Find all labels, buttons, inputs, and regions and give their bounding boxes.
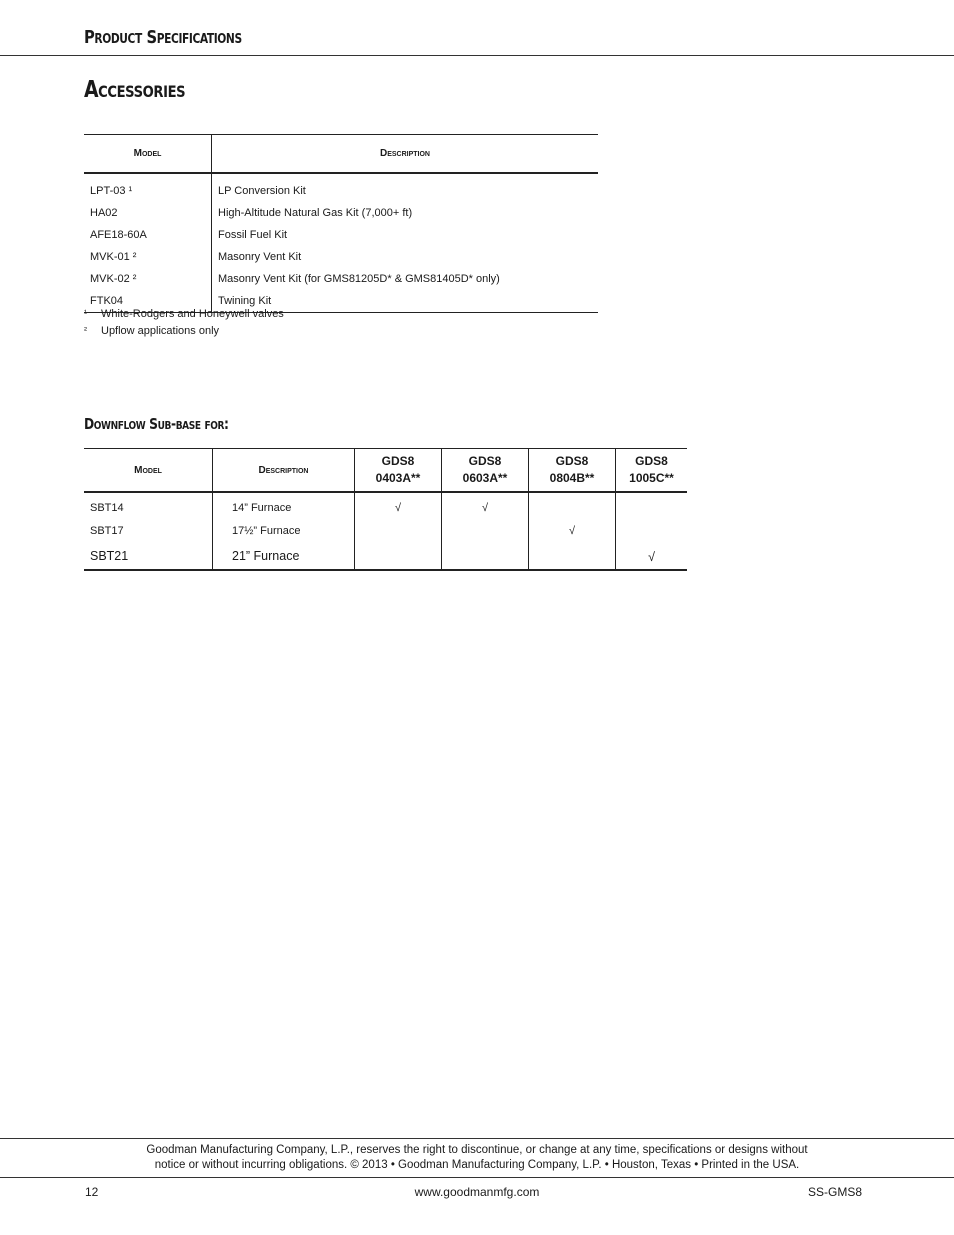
description-cell: LP Conversion Kit <box>218 185 306 197</box>
check-mark <box>355 519 442 542</box>
description-cell: Twining Kit <box>212 290 599 313</box>
subbase-table <box>84 448 687 571</box>
accessories-table <box>84 134 598 313</box>
column-header-description: Description <box>212 135 599 174</box>
column-header-model: Model <box>84 449 213 493</box>
model-cell: LPT-03 ¹ <box>84 173 212 202</box>
description-cell: Masonry Vent Kit <box>218 251 302 263</box>
check-mark: √ <box>442 492 529 519</box>
check-mark <box>442 519 529 542</box>
model-cell: MVK-01 ² <box>84 246 212 268</box>
check-mark <box>442 542 529 570</box>
footnote-text: White-Rodgers and Honeywell valves <box>101 308 284 320</box>
page-header-title: Product Specifications <box>84 27 242 48</box>
column-header-unit: GDS8 1005C** <box>616 449 688 493</box>
check-mark <box>529 492 616 519</box>
footer-divider-top <box>0 1138 954 1139</box>
description-cell: Fossil Fuel Kit <box>218 229 288 241</box>
table-row <box>84 542 687 570</box>
subsection-title: Downflow Sub-base for: <box>84 415 229 433</box>
footer-legal-note <box>0 1143 954 1173</box>
table-header-row <box>84 135 598 174</box>
model-cell: FTK04 <box>84 290 212 313</box>
column-header-unit: GDS8 0603A** <box>442 449 529 493</box>
description-cell: 21” Furnace <box>213 542 355 570</box>
footer-note-line: Goodman Manufacturing Company, L.P., reserves the right to discontinue, or change at any time, specifications or designs without <box>146 1144 808 1156</box>
model-cell: SBT21 <box>84 542 213 570</box>
table-header-row <box>84 449 687 493</box>
document-code: SS-GMS8 <box>808 1185 863 1199</box>
footnote-1 <box>84 308 284 320</box>
table-row <box>84 202 598 224</box>
table-row <box>84 492 687 519</box>
model-cell: AFE18-60A <box>84 224 212 246</box>
footnote-2 <box>84 325 219 337</box>
page-number: 12 <box>85 1185 99 1199</box>
description-cell: Masonry Vent Kit (for GMS81205D* & GMS81405D* only) <box>218 273 500 285</box>
check-mark: √ <box>616 542 688 570</box>
footnote-mark: ² <box>84 325 87 335</box>
footer-divider-bottom <box>0 1177 954 1178</box>
description-cell: 14” Furnace <box>213 492 355 519</box>
table-row <box>84 224 598 246</box>
column-header-description: Description <box>213 449 355 493</box>
description-cell: High-Altitude Natural Gas Kit (7,000+ ft) <box>218 207 413 219</box>
table-row <box>84 268 598 290</box>
table-row <box>84 246 598 268</box>
footnote-text: Upflow applications only <box>101 325 220 337</box>
column-header-unit: GDS8 0403A** <box>355 449 442 493</box>
table-row <box>84 173 598 202</box>
model-cell: SBT14 <box>84 492 213 519</box>
column-header-model: Model <box>84 135 212 174</box>
section-title: Accessories <box>84 77 186 103</box>
description-cell: 17½” Furnace <box>213 519 355 542</box>
table-row <box>84 519 687 542</box>
footnote-mark: ¹ <box>84 308 87 318</box>
footer-note-line: notice or without incurring obligations. © 2013 • Goodman Manufacturing Company, L.P. • Houston, Texas • Printed in the USA. <box>154 1159 800 1171</box>
check-mark <box>529 542 616 570</box>
check-mark: √ <box>529 519 616 542</box>
header-divider <box>0 55 954 56</box>
model-cell: SBT17 <box>84 519 213 542</box>
website-link[interactable]: www.goodmanmfg.com <box>414 1185 540 1199</box>
check-mark <box>616 492 688 519</box>
check-mark <box>355 542 442 570</box>
model-cell: MVK-02 ² <box>84 268 212 290</box>
check-mark <box>616 519 688 542</box>
check-mark: √ <box>355 492 442 519</box>
model-cell: HA02 <box>84 202 212 224</box>
column-header-unit: GDS8 0804B** <box>529 449 616 493</box>
